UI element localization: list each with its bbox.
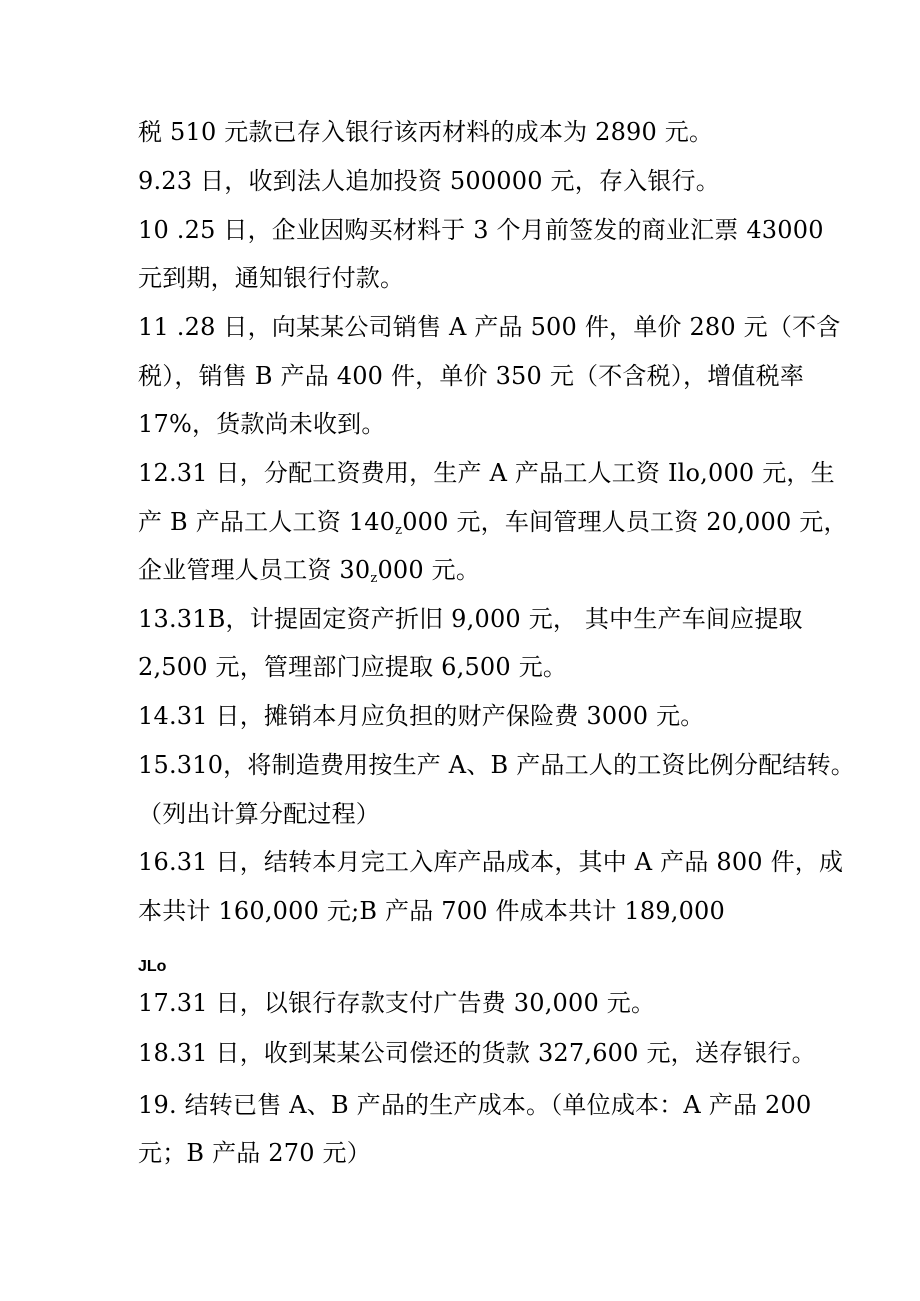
text-line: 18.31 日，收到某某公司偿还的货款 327,600 元，送存银行。 xyxy=(138,1039,816,1067)
text-line xyxy=(138,554,480,595)
text-line: 11 .28 日，向某某公司销售 A 产品 500 件，单价 280 元（不含 xyxy=(138,313,841,341)
text-line: 元；B 产品 270 元） xyxy=(138,1139,371,1167)
text-line: 17.31 日，以银行存款支付广告费 30,000 元。 xyxy=(138,989,656,1017)
text-line: 2,500 元，管理部门应提取 6,500 元。 xyxy=(138,653,568,681)
text-line: 14.31 日，摊销本月应负担的财产保险费 3000 元。 xyxy=(138,702,705,730)
stray-text: JLo xyxy=(138,958,167,975)
text-line: 16.31 日，结转本月完工入库产品成本，其中 A 产品 800 件，成 xyxy=(138,848,844,876)
text-segment: 产 B 产品工人工资 140 xyxy=(138,508,396,536)
text-line: 15.310，将制造费用按生产 A、B 产品工人的工资比例分配结转。 xyxy=(138,751,856,779)
text-segment: 000 元，车间管理人员工资 20,000 元， xyxy=(402,508,848,536)
text-line: 12.31 日，分配工资费用，生产 A 产品工人工资 Ilo,000 元，生 xyxy=(138,459,835,487)
text-line: 元到期，通知银行付款。 xyxy=(138,264,405,292)
text-line: 税），销售 B 产品 400 件，单价 350 元（不含税），增值税率 xyxy=(138,362,805,390)
text-line: 19. 结转已售 A、B 产品的生产成本。（单位成本：A 产品 200 xyxy=(138,1091,812,1119)
text-line: 9.23 日，收到法人追加投资 500000 元，存入银行。 xyxy=(138,167,720,195)
subscript-mark: z xyxy=(395,523,403,538)
text-line: 本共计 160,000 元;B 产品 700 件成本共计 189,000 xyxy=(138,897,725,925)
text-segment: 企业管理人员工资 30 xyxy=(138,556,371,584)
subscript-mark: z xyxy=(370,571,378,586)
text-line: 13.31B，计提固定资产折旧 9,000 元， 其中生产车间应提取 xyxy=(138,605,803,633)
text-line: 17%，货款尚未收到。 xyxy=(138,410,386,438)
text-line: （列出计算分配过程） xyxy=(138,800,380,828)
text-line xyxy=(138,506,848,547)
text-segment: 000 元。 xyxy=(377,556,481,584)
text-line: 税 510 元款已存入银行该丙材料的成本为 2890 元。 xyxy=(138,118,714,146)
text-line: 10 .25 日，企业因购买材料于 3 个月前签发的商业汇票 43000 xyxy=(138,216,824,244)
